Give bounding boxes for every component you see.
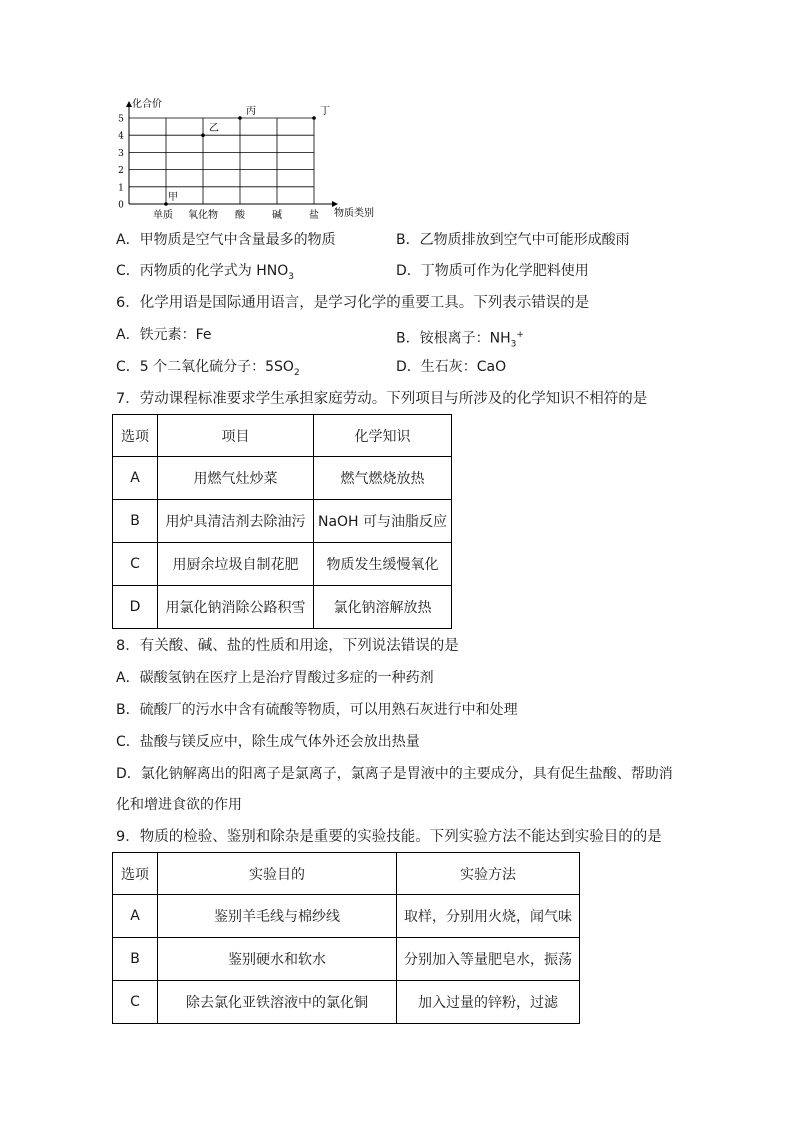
q8-stem: 8．有关酸、碱、盐的性质和用途，下列说法错误的是 (116, 638, 459, 654)
q9-header-option: 选项 (113, 853, 158, 895)
data-point (201, 133, 205, 137)
table-cell: 燃气燃烧放热 (314, 457, 452, 500)
q8-option-a[interactable]: A．碳酸氢钠在医疗上是治疗胃酸过多症的一种药剂 (116, 670, 434, 686)
table-row (113, 457, 452, 500)
table-cell: 用炉具清洁剂去除油污 (158, 500, 314, 543)
table-cell: 鉴别硬水和软水 (158, 938, 397, 981)
q8-option-c[interactable]: C．盐酸与镁反应中，除生成气体外还会放出热量 (116, 734, 420, 750)
y-tick-label: 2 (118, 166, 124, 177)
table-cell: 氯化钠溶解放热 (314, 586, 452, 629)
q6-option-c[interactable] (116, 358, 300, 382)
table-row (113, 981, 580, 1024)
table-cell: B (113, 938, 158, 981)
q8-option-b[interactable]: B．硫酸厂的污水中含有硫酸等物质，可以用熟石灰进行中和处理 (116, 702, 518, 718)
q6-option-b-sub: 3 (510, 339, 517, 350)
x-tick-label: 酸 (235, 210, 245, 221)
table-row (113, 895, 580, 938)
x-tick-label: 氧化物 (188, 210, 218, 221)
table-row (113, 500, 452, 543)
q5-option-c-text: C．丙物质的化学式为 HNO (116, 263, 289, 279)
table-cell: D (113, 586, 158, 629)
q6-option-c-text: C．5 个二氧化硫分子：5SO (116, 359, 294, 375)
table-row (113, 415, 452, 457)
table-cell: 加入过量的锌粉，过滤 (397, 981, 580, 1024)
q5-option-b[interactable]: B．乙物质排放到空气中可能形成酸雨 (396, 232, 630, 248)
table-cell: B (113, 500, 158, 543)
q6-option-a[interactable]: A．铁元素：Fe (116, 327, 212, 343)
q7-header-item: 项目 (158, 415, 314, 457)
q9-header-method: 实验方法 (397, 853, 580, 895)
q6-option-d[interactable]: D．生石灰：CaO (396, 359, 507, 375)
table-cell: C (113, 981, 158, 1024)
data-point-label: 乙 (209, 123, 219, 135)
y-tick-label: 5 (118, 114, 124, 125)
q5-option-a[interactable]: A．甲物质是空气中含量最多的物质 (116, 232, 336, 248)
q9-stem: 9．物质的检验、鉴别和除杂是重要的实验技能。下列实验方法不能达到实验目的的是 (116, 829, 662, 845)
q9-header-purpose: 实验目的 (158, 853, 397, 895)
q9-table (112, 852, 580, 1024)
q6-stem: 6．化学用语是国际通用语言，是学习化学的重要工具。下列表示错误的是 (116, 295, 590, 311)
table-cell: 用厨余垃圾自制花肥 (158, 543, 314, 586)
q5-option-c[interactable] (116, 262, 294, 286)
table-cell: 鉴别羊毛线与棉纱线 (158, 895, 397, 938)
table-row (113, 853, 580, 895)
data-point (238, 116, 242, 120)
table-cell: 用燃气灶炒菜 (158, 457, 314, 500)
q5-option-d[interactable]: D．丁物质可作为化学肥料使用 (396, 263, 589, 279)
table-cell: 用氯化钠消除公路积雪 (158, 586, 314, 629)
valence-chart (112, 96, 374, 224)
data-point (312, 116, 316, 120)
y-axis-label: 化合价 (132, 99, 162, 110)
x-tick-label: 碱 (272, 210, 282, 221)
x-tick-label: 盐 (309, 210, 319, 221)
valence-chart-svg (112, 96, 374, 224)
q7-header-knowledge: 化学知识 (314, 415, 452, 457)
table-cell: 除去氯化亚铁溶液中的氯化铜 (158, 981, 397, 1024)
q5-option-c-sub: 3 (288, 271, 294, 282)
q6-option-c-sub: 2 (293, 367, 300, 378)
q6-option-b[interactable] (396, 326, 524, 353)
table-cell: 物质发生缓慢氧化 (314, 543, 452, 586)
table-row (113, 586, 452, 629)
y-tick-label: 0 (118, 200, 124, 211)
table-cell: 取样，分别用火烧，闻气味 (397, 895, 580, 938)
q8-option-d-line2[interactable]: 化和增进食欲的作用 (116, 797, 242, 813)
q7-table (112, 414, 452, 629)
x-axis-arrow (332, 201, 338, 207)
table-cell: A (113, 895, 158, 938)
q6-option-b-sup: + (516, 330, 524, 340)
data-point-label: 丙 (246, 106, 256, 117)
table-row (113, 938, 580, 981)
table-cell: NaOH 可与油脂反应 (314, 500, 452, 543)
table-row (113, 543, 452, 586)
q7-stem: 7．劳动课程标准要求学生承担家庭劳动。下列项目与所涉及的化学知识不相符的是 (116, 391, 648, 407)
table-cell: A (113, 457, 158, 500)
q8-option-d-line1[interactable]: D．氯化钠解离出的阳离子是氯离子，氯离子是胃液中的主要成分，具有促生盐酸、帮助消 (116, 766, 673, 782)
q6-option-b-text: B．铵根离子：NH (396, 330, 511, 347)
data-point-label: 甲 (168, 192, 178, 203)
data-point-label: 丁 (320, 106, 330, 117)
x-tick-label: 单质 (153, 210, 173, 221)
y-tick-label: 3 (118, 148, 124, 159)
table-cell: 分别加入等量肥皂水，振荡 (397, 938, 580, 981)
x-axis-label: 物质类别 (334, 208, 374, 219)
y-tick-label: 4 (118, 131, 124, 142)
q7-header-option: 选项 (113, 415, 158, 457)
y-tick-label: 1 (118, 183, 124, 194)
table-cell: C (113, 543, 158, 586)
